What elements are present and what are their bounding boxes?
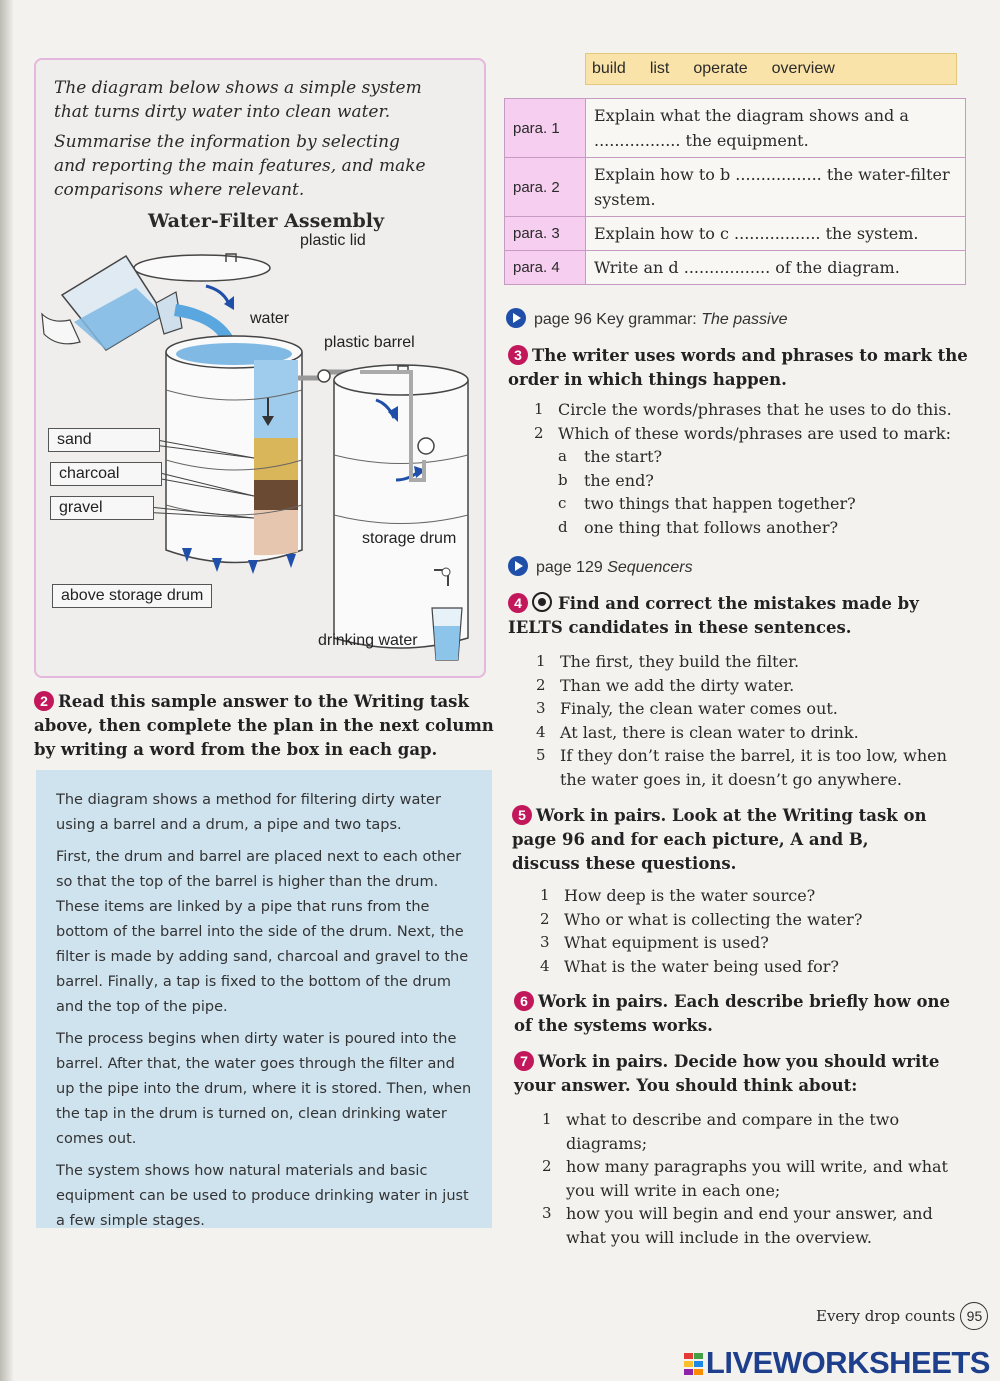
page-number: 95 — [960, 1302, 988, 1330]
sub-item-text: one thing that follows another? — [584, 517, 839, 537]
writing-task-box — [34, 58, 486, 678]
item-text: If they don’t raise the barrel, it is too low, when the water goes in, it doesn’t go anywhere. — [560, 746, 947, 789]
item-number: 2 — [536, 675, 546, 694]
word-build: build — [592, 60, 626, 77]
sample-paragraph-2: First, the drum and barrel are placed next to each other so that the top of the barrel is higher than the drum. These items are linked by a pipe that runs from the bottom of the barrel into the side of the drum. Next, the filter is made by adding sand, charcoal and gravel to the barrel. Finally, a tap is fixed to the bottom of the drum and the top of the pipe. — [56, 849, 469, 1015]
footer-unit-title: Every drop counts — [816, 1307, 956, 1325]
exercise-7-number: 7 — [514, 1051, 534, 1071]
list-item — [542, 1108, 962, 1155]
item-text: What is the water being used for? — [564, 956, 839, 976]
item-text: Which of these words/phrases are used to mark: — [558, 423, 952, 443]
list-item — [540, 955, 970, 979]
sample-answer-text — [56, 788, 476, 1241]
item-text: Who or what is collecting the water? — [564, 909, 863, 929]
exercise-6-heading — [514, 990, 964, 1038]
item-number: 1 — [534, 400, 544, 418]
sample-paragraph-4: The system shows how natural materials and basic equipment can be used to produce drinking water in just a few simple stages. — [56, 1163, 469, 1229]
exercise-3-number: 3 — [508, 345, 528, 365]
page-footer — [816, 1302, 988, 1330]
exercise-4-heading — [508, 592, 968, 640]
item-number: 2 — [542, 1157, 552, 1175]
label-storage-drum: storage drum — [362, 530, 457, 547]
list-item — [536, 744, 976, 791]
item-number: 4 — [540, 956, 550, 975]
exercise-4-heading-text: Find and correct the mistakes made by IELTS candidates in these sentences. — [508, 594, 919, 637]
exercise-3-heading — [508, 344, 968, 392]
item-text: The first, they build the filter. — [560, 652, 800, 671]
label-plastic-lid: plastic lid — [300, 232, 366, 249]
plan-para-label: para. 1 — [505, 99, 586, 158]
item-number: 1 — [536, 652, 546, 670]
label-charcoal: charcoal — [50, 462, 162, 486]
diagram-title: Water-Filter Assembly — [148, 210, 385, 232]
label-gravel: gravel — [50, 496, 154, 520]
item-number: 3 — [536, 699, 546, 717]
list-item — [534, 422, 974, 540]
list-item — [540, 908, 970, 932]
reference-text: page 129 — [536, 559, 603, 576]
word-operate: operate — [693, 60, 748, 77]
plan-para-text: Explain what the diagram shows and a ................. the equipment. — [586, 99, 966, 158]
task-instruction-1: The diagram below shows a simple system that turns dirty water into clean water. — [54, 78, 422, 122]
item-text: what to describe and compare in the two diagrams; — [566, 1110, 900, 1153]
item-text: how many paragraphs you will write, and what you will write in each one; — [566, 1157, 948, 1200]
exercise-5-heading-text: Work in pairs. Look at the Writing task on page 96 and for each picture, A and B, discuss these questions. — [512, 806, 927, 873]
sub-list-item — [558, 516, 974, 540]
list-item — [536, 721, 976, 745]
exercise-6-number: 6 — [514, 991, 534, 1011]
exercise-7-heading — [514, 1050, 974, 1098]
list-item — [540, 931, 970, 955]
label-sand: sand — [48, 428, 160, 452]
plan-para-text: Explain how to b ................. the water-filter system. — [586, 158, 966, 217]
storage-drum-shape — [334, 365, 468, 648]
item-text: how you will begin and end your answer, and what you will include in the overview. — [566, 1204, 933, 1247]
label-water: water — [250, 310, 290, 327]
item-number: 2 — [534, 423, 544, 442]
word-overview: overview — [771, 60, 835, 77]
exercise-4-number: 4 — [508, 593, 528, 613]
reference-arrow-icon — [506, 308, 526, 328]
plan-row — [505, 158, 966, 217]
list-item — [534, 398, 974, 422]
sample-paragraph-3: The process begins when dirty water is poured into the barrel. After that, the water goes through the filter and up the pipe into the drum, where it is stored. Then, when the tap in the drum is turned on, clean drinking water comes out. — [56, 1031, 472, 1147]
plan-para-text: Write an d ................. of the diagram. — [586, 251, 966, 285]
sub-item-letter: c — [558, 494, 567, 512]
sub-list-item — [558, 469, 974, 493]
word-box — [585, 53, 957, 85]
exercise-3-list — [534, 398, 974, 539]
exercise-5-heading — [512, 804, 932, 876]
item-number: 5 — [536, 746, 546, 764]
item-number: 4 — [536, 722, 546, 741]
sample-paragraph-1: The diagram shows a method for filtering dirty water using a barrel and a drum, a pipe and two taps. — [56, 792, 441, 833]
task-instruction-2: Summarise the information by selecting and reporting the main features, and make comparisons where relevant. — [54, 132, 426, 200]
plan-para-label: para. 2 — [505, 158, 586, 217]
list-item — [536, 674, 976, 698]
sub-item-letter: a — [558, 447, 567, 465]
item-number: 3 — [542, 1204, 552, 1222]
plan-row — [505, 251, 966, 285]
brand-logo[interactable] — [684, 1345, 990, 1381]
item-number: 1 — [542, 1110, 552, 1128]
drinking-glass-shape — [432, 608, 462, 660]
sub-item-letter: b — [558, 470, 568, 489]
item-number: 2 — [540, 909, 550, 928]
reference-text: page 96 Key grammar: — [534, 311, 697, 328]
item-number: 3 — [540, 933, 550, 951]
exercise-2-number: 2 — [34, 691, 54, 711]
reference-sequencers[interactable] — [508, 556, 693, 577]
exercise-4-list — [536, 650, 976, 791]
sub-list-item — [558, 492, 974, 516]
sub-item-text: the start? — [584, 447, 663, 466]
exercise-6-heading-text: Work in pairs. Each describe briefly how one of the systems works. — [514, 992, 950, 1035]
plan-para-label: para. 3 — [505, 217, 586, 251]
list-item — [540, 884, 970, 908]
item-number: 1 — [540, 886, 550, 904]
list-item — [542, 1155, 962, 1202]
item-text: Than we add the dirty water. — [560, 675, 795, 695]
exercise-5-number: 5 — [512, 805, 532, 825]
label-plastic-barrel: plastic barrel — [324, 334, 415, 351]
reference-arrow-icon — [508, 556, 528, 576]
plan-table — [504, 98, 966, 285]
plan-row — [505, 217, 966, 251]
sub-item-letter: d — [558, 517, 568, 536]
sample-answer-box — [36, 770, 492, 1228]
label-drinking-water: drinking water — [318, 632, 418, 649]
brand-name: LIVEWORKSHEETS — [705, 1345, 990, 1380]
item-text: Finaly, the clean water comes out. — [560, 699, 838, 718]
page-spine-shadow — [0, 0, 14, 1381]
reference-italic: Sequencers — [607, 559, 693, 576]
exercise-7-list — [542, 1108, 962, 1249]
plan-row — [505, 99, 966, 158]
reference-italic: The passive — [701, 311, 788, 328]
plan-para-label: para. 4 — [505, 251, 586, 285]
list-item — [536, 650, 976, 674]
word-list: list — [649, 60, 670, 77]
item-text: What equipment is used? — [564, 933, 769, 952]
item-text: How deep is the water source? — [564, 886, 816, 905]
list-item — [536, 697, 976, 721]
sub-list-item — [558, 445, 974, 469]
liveworksheets-logo-icon — [684, 1353, 704, 1375]
plan-para-text: Explain how to c ................. the system. — [586, 217, 966, 251]
item-text: At last, there is clean water to drink. — [560, 722, 859, 742]
exercise-3-heading-text: The writer uses words and phrases to mark the order in which things happen. — [508, 346, 968, 389]
exercise-2-heading — [34, 690, 494, 762]
exercise-2-heading-text: Read this sample answer to the Writing task above, then complete the plan in the next column by writing a word from the box in each gap. — [34, 692, 494, 759]
sub-item-text: the end? — [584, 470, 654, 490]
exercise-7-heading-text: Work in pairs. Decide how you should write your answer. You should think about: — [514, 1052, 940, 1095]
exercise-5-list — [540, 884, 970, 978]
exercise-3-sublist — [558, 445, 974, 539]
item-text: Circle the words/phrases that he uses to do this. — [558, 400, 952, 419]
ielts-error-icon — [532, 592, 552, 612]
sub-item-text: two things that happen together? — [584, 494, 856, 513]
plastic-lid-shape — [134, 255, 270, 281]
list-item — [542, 1202, 962, 1249]
label-above-storage-drum: above storage drum — [52, 584, 212, 608]
reference-key-grammar[interactable] — [506, 308, 787, 329]
